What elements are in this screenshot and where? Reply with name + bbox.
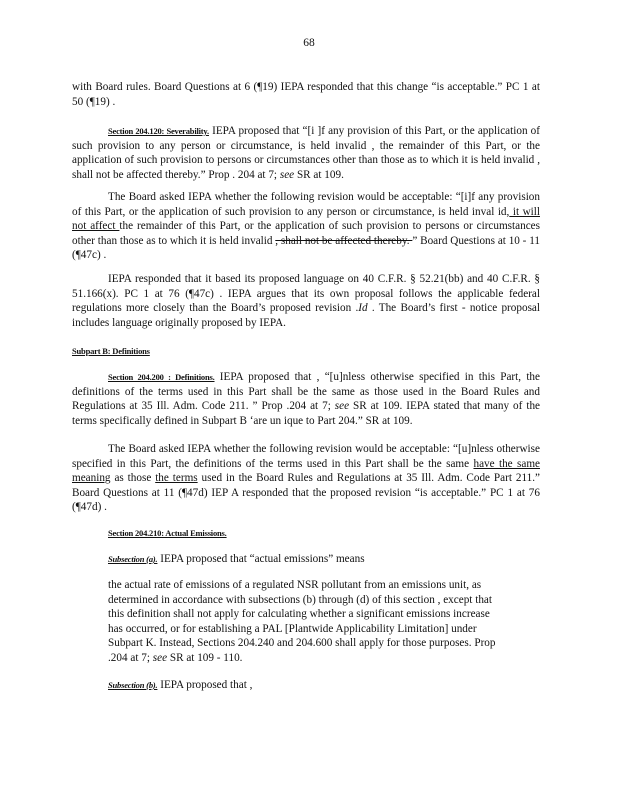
paragraph-text: ” Board Questions at 10 - 11 (¶47c) .	[72, 234, 540, 262]
section-heading-204-210: Section 204.210: Actual Emissions.	[108, 528, 227, 538]
inserted-text: it will not affect	[72, 205, 540, 233]
paragraph-tail: SR at 109.	[294, 168, 344, 181]
subpart-heading-block	[72, 344, 540, 359]
paragraph-subsection-a	[108, 552, 540, 567]
paragraph-text: as those	[110, 472, 156, 485]
paragraph-text: IEPA responded that it based its proposed language on 40 C.F.R. § 52.21(bb) and 40 C.F.R. § 51.166(x). PC 1 at 76 (¶47c) . IEPA argues that its own proposal follows the applicable federal regulations more closely than the Board’s proposed revision .	[72, 273, 540, 315]
paragraph-iepa-response-severability	[72, 272, 540, 330]
see-signal: see	[152, 651, 168, 664]
section-heading-block-204-210	[108, 526, 540, 541]
paragraph-text: IEPA proposed that , “[u]nless otherwise specified in this Part, the definitions of the terms used in this Part shall be the same as those used in the Board Rules and Regulations at 35 Ill. Adm. Code 211. ” Prop .204 at 7;	[72, 371, 540, 413]
paragraph-text: . The Board’s first - notice proposal includes language originally proposed by IEPA.	[72, 302, 540, 329]
paragraph-text: IEPA proposed that ,	[157, 679, 253, 691]
quote-tail: SR at 109 - 110.	[167, 651, 243, 664]
paragraph-text: The Board asked IEPA whether the following revision would be acceptable: “[u]nless otherwise specified in this Part, the definitions of the terms used in this Part shall be the same	[72, 443, 540, 470]
subsection-label: Subsection (a).	[108, 554, 158, 564]
see-signal: see	[279, 168, 295, 181]
paragraph-text: IEPA proposed that “actual emissions” means	[157, 553, 365, 565]
inserted-text: have the same meaning	[72, 457, 540, 485]
id-signal: Id	[358, 302, 368, 315]
paragraph-text: the remainder of this Part, or the application of such provision to persons or circumstances other than those as to which it is held invalid	[72, 220, 540, 247]
quote-text: the actual rate of emissions of a regulated NSR pollutant from an emissions unit, as determined in accordance with subsections (b) through (d) of this section , except that this definition shall not apply for calculating whether a significant emissions increase has occurred, or for establishing a PAL [Plantwide Applicability Limitation] under Subpart K. Instead, Sections 204.240 and 204.600 shall apply for those purposes. Prop .204 at 7;	[108, 579, 496, 664]
subpart-heading: Subpart B: Definitions	[72, 346, 150, 356]
paragraph-definitions	[72, 370, 540, 428]
paragraph-text: used in the Board Rules and Regulations at 35 Ill. Adm. Code Part 211.” Board Questions at 11 (¶47d) IEP A responded that the proposed revision “is acceptable.” PC 1 at 76 (¶47d) .	[72, 472, 540, 514]
deleted-text: , shall not be affected thereby.	[275, 234, 413, 247]
section-heading-204-120: Section 204.120: Severability.	[108, 126, 209, 136]
paragraph-tail: SR at 109. IEPA stated that many of the terms specifically defined in Subpart B ‘are un ique to Part 204.” SR at 109.	[72, 400, 540, 427]
paragraph-subsection-b	[108, 678, 540, 693]
paragraph-text: The Board asked IEPA whether the following revision would be acceptable: “[i]f any provision of this Part, or the application of such provision to any person or circumstance, is held inval id,	[72, 191, 540, 218]
paragraph-text: with Board rules. Board Questions at 6 (¶19) IEPA responded that this change “is acceptable.” PC 1 at 50 (¶19) .	[72, 81, 540, 108]
inserted-text: the terms	[155, 472, 198, 485]
paragraph-text: IEPA proposed that “[i ]f any provision of this Part, or the application of such provision to any person or circumstance, is held invalid , the remainder of this Part, or the application of such provision to persons or circumstances other than those as to which it is held invalid , shall not be affected thereby.” Prop . 204 at 7;	[72, 125, 541, 181]
see-signal: see	[334, 400, 350, 413]
page-number: 68	[303, 37, 315, 49]
paragraph-board-rules	[72, 80, 540, 109]
block-quote-actual-emissions	[108, 578, 498, 666]
paragraph-severability	[72, 124, 540, 182]
subsection-label: Subsection (b).	[108, 680, 158, 690]
paragraph-board-revision-definitions	[72, 442, 540, 515]
paragraph-board-revision-severability	[72, 190, 540, 263]
section-heading-204-200: Section 204.200 : Definitions.	[108, 372, 215, 382]
